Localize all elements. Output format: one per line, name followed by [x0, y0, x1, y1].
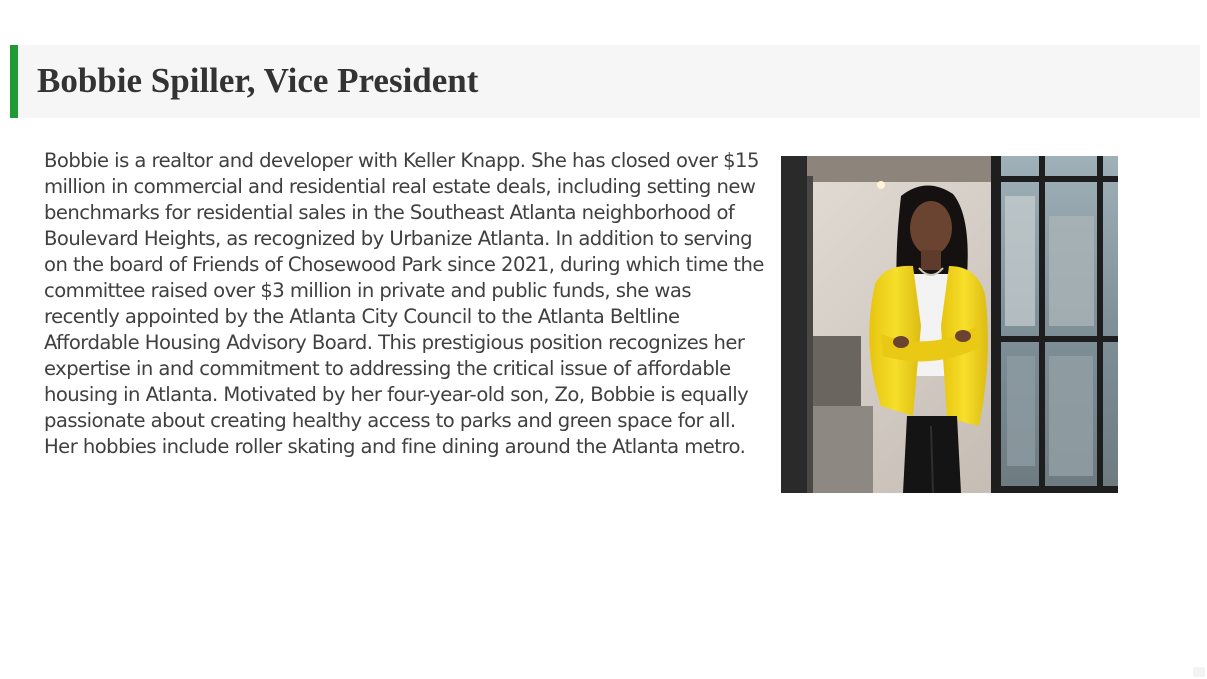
- slide-title: Bobbie Spiller, Vice President: [37, 61, 479, 100]
- bio-paragraph: Bobbie is a realtor and developer with Keller Knapp. She has closed over $15 million in commercial and residential real estate deals, including setting new benchmarks for residential sales in the Southeast Atlanta neighborhood of Boulevard Heights, as recognized by Urbanize Atlanta. In addition to serving on the board of Friends of Chosewood Park since 2021, during which time the committee raised over $3 million in private and public funds, she was recently appointed by the Atlanta City Council to the Atlanta Beltline Affordable Housing Advisory Board. This prestigious position recognizes her expertise in and commitment to addressing the critical issue of affordable housing in Atlanta. Motivated by her four-year-old son, Zo, Bobbie is equally passionate about creating healthy access to parks and green space for all. Her hobbies include roller skating and fine dining around the Atlanta metro.: [44, 149, 764, 458]
- title-accent-bar: [10, 45, 18, 118]
- corner-mark: [1193, 667, 1205, 677]
- portrait-photo: [781, 156, 1118, 493]
- title-bar: [10, 45, 1200, 118]
